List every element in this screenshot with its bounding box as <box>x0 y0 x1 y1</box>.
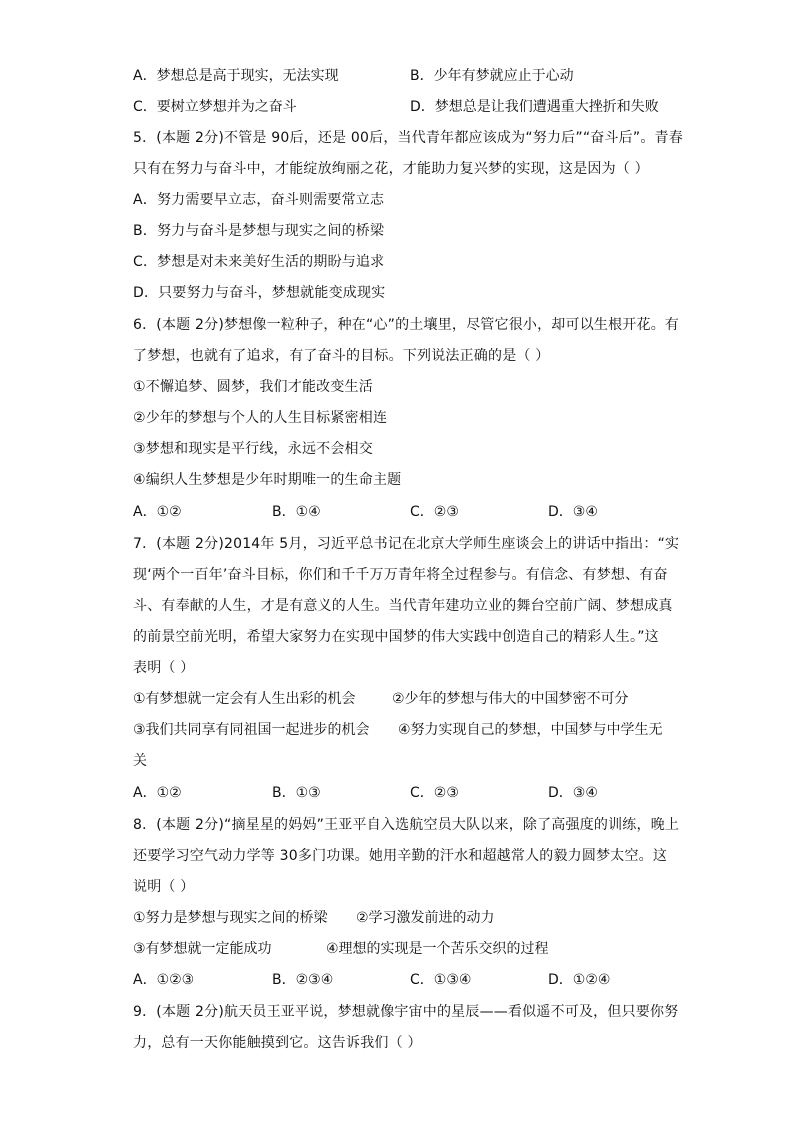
q8-statement-1: ①努力是梦想与现实之间的桥梁 <box>133 910 328 926</box>
q5-option-b: B．努力与奋斗是梦想与现实之间的桥梁 <box>133 223 385 239</box>
q5-stem-line-2: 只有在努力与奋斗中，才能绽放绚丽之花，才能助力复兴梦的实现，这是因为（ ） <box>133 161 649 177</box>
q8-statement-3: ③有梦想就一定能成功 <box>133 941 272 957</box>
q4-option-b: B．少年有梦就应止于心动 <box>410 68 574 84</box>
q7-option-b: B．①③ <box>272 785 321 801</box>
q6-option-c: C．②③ <box>410 504 459 520</box>
q7-stem-line-2: 现‘两个一百年’奋斗目标，你们和千千万万青年将全过程参与。有信念、有梦想、有奋 <box>133 567 668 583</box>
q7-stem-line-5: 表明（ ） <box>133 660 195 676</box>
q6-statement-2: ②少年的梦想与个人的人生目标紧密相连 <box>133 410 388 426</box>
q8-statement-2: ②学习激发前进的动力 <box>356 910 495 926</box>
q8-option-b: B．②③④ <box>272 972 334 988</box>
q9-stem-line-1: 9．(本题 2分)航天员王亚平说，梦想就像宇宙中的星辰——看似遥不可及，但只要你努 <box>133 1004 679 1020</box>
q7-statement-4: ④努力实现自己的梦想，中国梦与中学生无 <box>398 722 663 738</box>
q8-stem-line-2: 还要学习空气动力学等 30多门功课。她用辛勤的汗水和超越常人的毅力圆梦太空。这 <box>133 848 668 864</box>
q6-statement-1: ①不懈追梦、圆梦，我们才能改变生活 <box>133 379 373 395</box>
q6-statement-3: ③梦想和现实是平行线，永远不会相交 <box>133 441 373 457</box>
q5-option-a: A．努力需要早立志，奋斗则需要常立志 <box>133 192 385 208</box>
q5-stem-line-1: 5．(本题 2分)不管是 90后，还是 00后，当代青年都应该成为“努力后”“奋斗后”。青春 <box>133 130 683 146</box>
q4-option-d: D．梦想总是让我们遭遇重大挫折和失败 <box>410 99 659 115</box>
q6-stem-line-1: 6．(本题 2分)梦想像一粒种子，种在“心”的土壤里，尽管它很小，却可以生根开花。有 <box>133 317 680 333</box>
q6-statement-4: ④编织人生梦想是少年时期唯一的生命主题 <box>133 472 402 488</box>
q4-option-a: A．梦想总是高于现实，无法实现 <box>133 68 339 84</box>
q8-statement-4: ④理想的实现是一个苦乐交织的过程 <box>326 941 549 957</box>
q7-stem-line-1: 7．(本题 2分)2014年 5月，习近平总书记在北京大学师生座谈会上的讲话中指出：“实 <box>133 536 680 552</box>
q5-option-c: C．梦想是对未来美好生活的期盼与追求 <box>133 254 385 270</box>
q6-option-a: A．①② <box>133 504 182 520</box>
q7-statement-3: ③我们共同享有同祖国一起进步的机会 <box>133 722 370 738</box>
q6-stem-line-2: 了梦想，也就有了追求，有了奋斗的目标。下列说法正确的是（ ） <box>133 348 550 364</box>
q4-option-c: C．要树立梦想并为之奋斗 <box>133 99 297 115</box>
q7-option-d: D．③④ <box>548 785 598 801</box>
q7-stem-line-4: 的前景空前光明，希望大家努力在实现中国梦的伟大实践中创造自己的精彩人生。”这 <box>133 629 659 645</box>
q8-stem-line-1: 8．(本题 2分)“摘星星的妈妈”王亚平自入选航空员大队以来，除了高强度的训练，晚上 <box>133 817 680 833</box>
q6-option-b: B．①④ <box>272 504 321 520</box>
q8-option-c: C．①③④ <box>410 972 472 988</box>
q7-statement-1: ①有梦想就一定会有人生出彩的机会 <box>133 691 356 707</box>
q8-stem-line-3: 说明（ ） <box>133 879 195 895</box>
q7-statement-4-wrap: 关 <box>133 753 148 769</box>
q7-option-a: A．①② <box>133 785 182 801</box>
q9-stem-line-2: 力，总有一天你能触摸到它。这告诉我们（ ） <box>133 1035 422 1051</box>
q8-option-a: A．①②③ <box>133 972 195 988</box>
q5-option-d: D．只要努力与奋斗，梦想就能变成现实 <box>133 285 386 301</box>
q6-option-d: D．③④ <box>548 504 598 520</box>
q7-option-c: C．②③ <box>410 785 459 801</box>
q8-option-d: D．①②④ <box>548 972 611 988</box>
q7-stem-line-3: 斗、有奉献的人生，才是有意义的人生。当代青年建功立业的舞台空前广阔、梦想成真 <box>133 598 673 614</box>
q7-statement-2: ②少年的梦想与伟大的中国梦密不可分 <box>392 691 629 707</box>
